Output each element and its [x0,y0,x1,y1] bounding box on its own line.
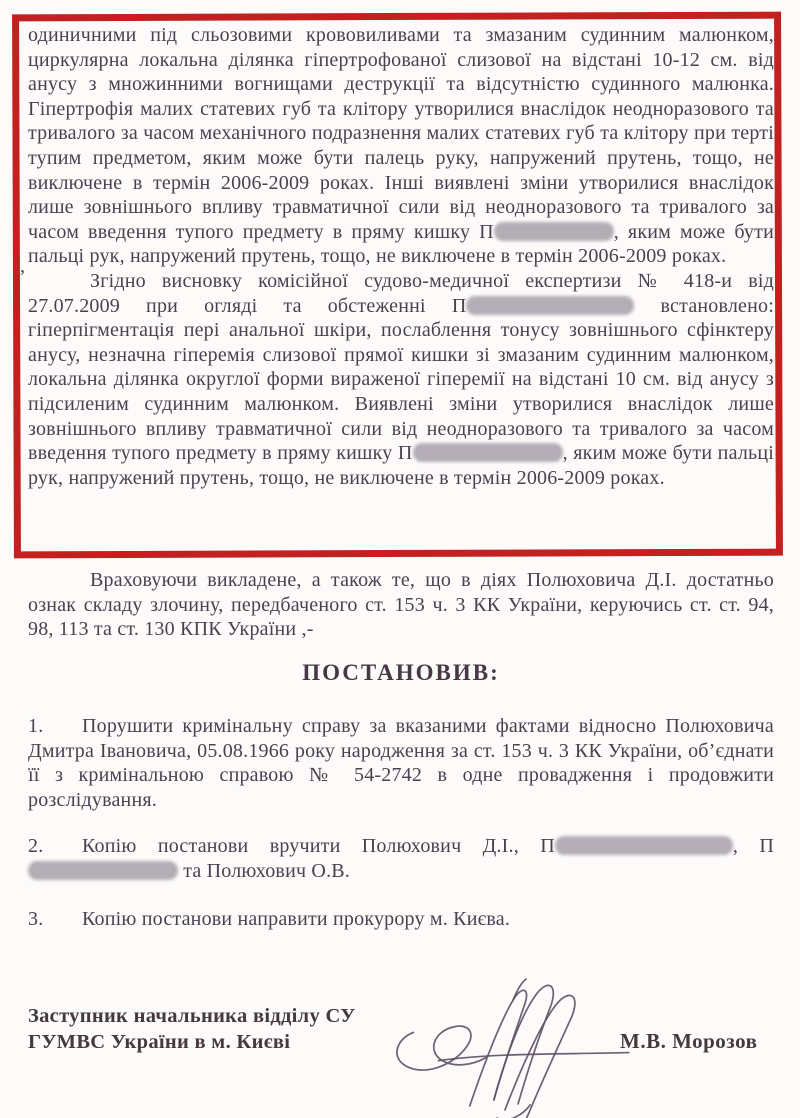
signer-position-line1: Заступник начальника відділу СУ [28,1005,356,1027]
resolution-heading: ПОСТАНОВИВ: [302,660,500,685]
boxed-paragraph-2: Згідно висновку комісійної судово-медичної експертизи № 418-и від 27.07.2009 при огляді та обстеженні П встановлено: гіперпігментація пері анальної шкіри, послаблення тонусу зовнішнього сфінктеру анусу, незначна гіперемія слизової прямої кишки зі змазаним судинним малюнком, локальна ділянка округлої форми вираженої гіперемії на відстані 10 см. від анусу з підсиленим судинним малюнком. Виявлені зміни утворилися внаслідок лише зовнішнього впливу травматичної сили від неодноразового та тривалого за часом введення тупого предмету в пряму кишку П , яким може бути пальці рук, напружений прутень, тощо, не виключене в термін 2006-2009 роках. [28,269,774,489]
signer-position-line2: ГУМВС України в м. Києві [28,1031,291,1053]
item-text: Копію постанови направити прокурору м. Києва. [82,908,511,930]
resolution-item-1 [28,714,774,812]
resolution-item-2 [28,834,774,883]
resolution-item-3 [28,907,774,932]
handwritten-signature-icon [383,972,635,1118]
item-text: Порушити кримінальну справу за вказаними фактами відносно Полюховича Дмитра Івановича, 05.08.1966 року народження за ст. 153 ч. 3 КК України, об’єднати її з кримінальною справою № 54-2742 в одне провадження і продовжити розслідування. [28,715,774,811]
redaction-blob [555,836,733,855]
signer-position-block [28,1003,356,1055]
item-number: 2. [28,835,44,857]
item-number: 1. [28,715,44,737]
redaction-blob [494,222,614,241]
item-number: 3. [28,908,44,930]
boxed-paragraph-1: одиничними під сльозовими крововиливами та змазаним судинним малюнком, циркулярна локальна ділянка гіпертрофованої слизової на відстані 10-12 см. від анусу з множинними вогнищами деструкції та відсутністю судинного малюнка. Гіпертрофія малих статевих губ та клітору утворилися внаслідок неодноразового та тривалого за часом механічного подразнення малих статевих губ та клітору при терті тупим предметом, яким може бути палець руку, напружений прутень, тощо, не виключене в термін 2006-2009 роках. Інші виявлені зміни утворилися внаслідок лише зовнішнього впливу травматичної сили від неодноразового та тривалого за часом введення тупого предмету в пряму кишку П , яким може бути пальці рук, напружений прутень, тощо, не виключене в термін 2006-2009 роках. [28,24,774,268]
redaction-blob [28,861,178,880]
redaction-blob [466,296,634,315]
margin-stray-mark: , [20,255,25,277]
signer-name: М.В. Морозов [620,1029,758,1053]
closing-paragraph: Враховуючи викладене, а також те, що в діях Полюховича Д.І. достатньо ознак складу злочину, передбаченого ст. 153 ч. 3 КК України, керуючись ст. ст. 94, 98, 113 та ст. 130 КПК України ,- [28,569,774,641]
boxed-section [28,23,774,490]
item-text: Копію постанови вручити Полюхович Д.І., П , П та Полюхович О.В. [28,835,774,882]
redaction-blob [413,443,563,462]
closing-paragraph-block [28,568,774,642]
